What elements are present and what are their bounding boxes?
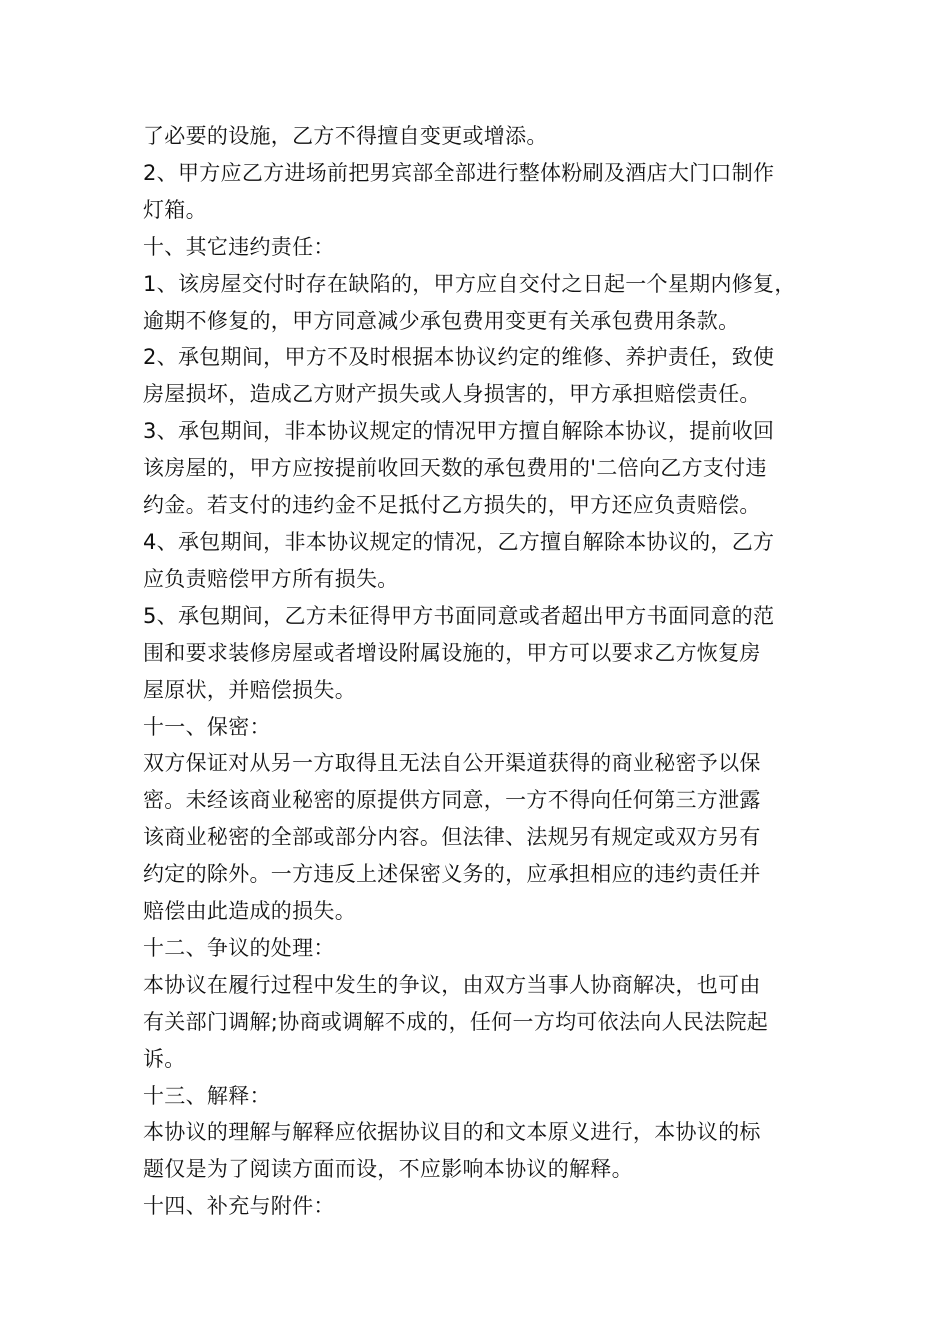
paragraph-clause-10-2: 2、承包期间，甲方不及时根据本协议约定的维修、养护责任，致使 房屋损坏，造成乙方财产损失或人身损害的，甲方承担赔偿责任。 <box>143 345 775 407</box>
section-heading-10: 十、其它违约责任： <box>143 234 335 259</box>
paragraph-confidentiality: 双方保证对从另一方取得且无法自公开渠道获得的商业秘密予以保 密。未经该商业秘密的原提供方同意，一方不得向任何第三方泄露 该商业秘密的全部或部分内容。但法律、法规另有规定或双方另有 约定的除外。一方违反上述保密义务的，应承担相应的违约责任并 赔偿由此造成的损失。 <box>143 751 761 924</box>
paragraph-clause-10-1: 1、该房屋交付时存在缺陷的，甲方应自交付之日起一个星期内修复， 逾期不修复的，甲方同意减少承包费用变更有关承包费用条款。 <box>143 271 796 333</box>
paragraph-clause-10-5: 5、承包期间，乙方未征得甲方书面同意或者超出甲方书面同意的范 围和要求装修房屋或者增设附属设施的，甲方可以要求乙方恢复房 屋原状，并赔偿损失。 <box>143 603 775 702</box>
paragraph-clause-10-4: 4、承包期间，非本协议规定的情况，乙方擅自解除本协议的，乙方 应负责赔偿甲方所有损失。 <box>143 529 775 591</box>
paragraph-clause-10-3: 3、承包期间，非本协议规定的情况甲方擅自解除本协议，提前收回 该房屋的，甲方应按提前收回天数的承包费用的'二倍向乙方支付违 约金。若支付的违约金不足抵付乙方损失的，甲方还应负责赔偿。 <box>143 419 775 518</box>
paragraph-continuation: 了必要的设施，乙方不得擅自变更或增添。 <box>143 124 548 148</box>
section-heading-11: 十一、保密： <box>143 714 271 739</box>
section-heading-13: 十三、解释： <box>143 1083 271 1108</box>
document-body <box>143 118 833 1225</box>
section-heading-14: 十四、补充与附件： <box>143 1194 335 1219</box>
paragraph-dispute: 本协议在履行过程中发生的争议，由双方当事人协商解决，也可由 有关部门调解;协商或调解不成的，任何一方均可依法向人民法院起 诉。 <box>143 972 769 1071</box>
paragraph-clause-9-2: 2、甲方应乙方进场前把男宾部全部进行整体粉刷及酒店大门口制作 灯箱。 <box>143 160 775 222</box>
section-heading-12: 十二、争议的处理： <box>143 935 335 960</box>
paragraph-interpretation: 本协议的理解与解释应依据协议目的和文本原义进行，本协议的标 题仅是为了阅读方面而设，不应影响本协议的解释。 <box>143 1120 761 1182</box>
